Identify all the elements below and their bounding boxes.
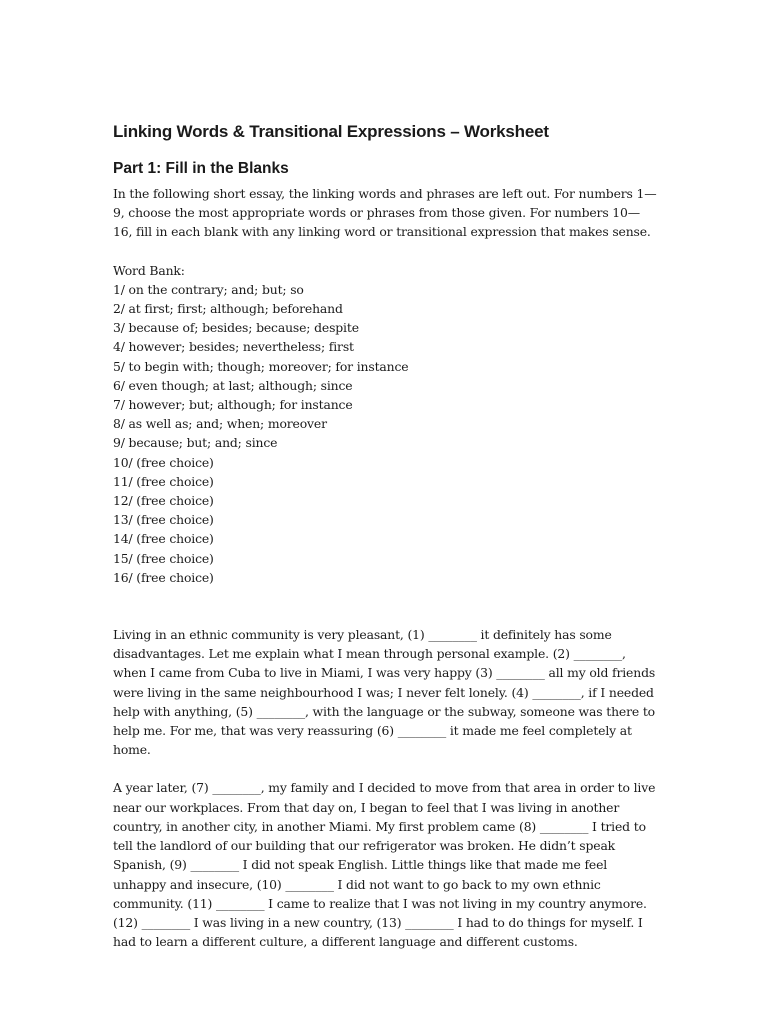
essay-paragraph-2: A year later, (7) ________, my family and I decided to move from that area in order to live near our workplaces. From that day on, I began to feel that I was living in another country, in another city, in another Miami. My first problem came (8) ________ I tried to tell the landlord of our building that our refrigerator was broken. He didn’t speak Spanish, (9) ________ I did not speak English. Little things like that made me feel unhappy and insecure, (10) ________ I did not want to go back to my own ethnic community. (11) ________ I came to realize that I was not living in my country anymore. (12) ________ I was living in a new country, (13) ________ I had to do things for myself. I had to learn a different culture, a different language and different customs. — [113, 780, 656, 950]
word-bank-item: 9/ because; but; and; since — [113, 435, 278, 451]
essay-paragraph-1: Living in an ethnic community is very pleasant, (1) ________ it definitely has some disadvantages. Let me explain what I mean through personal example. (2) ________, when I came from Cuba to live in Miami, I was very happy (3) ________ all my old friends were living in the same neighbourhood I was; I never felt lonely. (4) ________, if I needed help with anything, (5) ________, with the language or the subway, someone was there to help me. For me, that was very reassuring (6) ________ it made me feel completely at home. — [113, 627, 656, 758]
document-title: Linking Words & Transitional Expressions – Worksheet — [113, 122, 549, 141]
word-bank-item: 15/ (free choice) — [113, 550, 214, 566]
worksheet-page — [113, 122, 658, 970]
word-bank-item: 14/ (free choice) — [113, 531, 214, 547]
word-bank-item: 8/ as well as; and; when; moreover — [113, 416, 327, 432]
word-bank-item: 5/ to begin with; though; moreover; for instance — [113, 358, 409, 374]
word-bank-label: Word Bank: — [113, 262, 185, 278]
word-bank-item: 1/ on the contrary; and; but; so — [113, 281, 304, 297]
word-bank — [113, 261, 658, 587]
word-bank-item: 2/ at first; first; although; beforehand — [113, 301, 343, 317]
word-bank-item: 3/ because of; besides; because; despite — [113, 320, 359, 336]
word-bank-item: 12/ (free choice) — [113, 493, 214, 509]
word-bank-item: 11/ (free choice) — [113, 473, 214, 489]
word-bank-item: 13/ (free choice) — [113, 512, 214, 528]
word-bank-item: 10/ (free choice) — [113, 454, 214, 470]
word-bank-item: 7/ however; but; although; for instance — [113, 397, 353, 413]
instructions-paragraph: In the following short essay, the linking words and phrases are left out. For numbers 1—9, choose the most appropriate words or phrases from those given. For numbers 10—16, fill in each blank with any linking word or transitional expression that makes sense. — [113, 186, 657, 240]
word-bank-item: 6/ even though; at last; although; since — [113, 377, 353, 393]
word-bank-item: 4/ however; besides; nevertheless; first — [113, 339, 354, 355]
part-1-heading: Part 1: Fill in the Blanks — [113, 160, 289, 177]
word-bank-item: 16/ (free choice) — [113, 569, 214, 585]
